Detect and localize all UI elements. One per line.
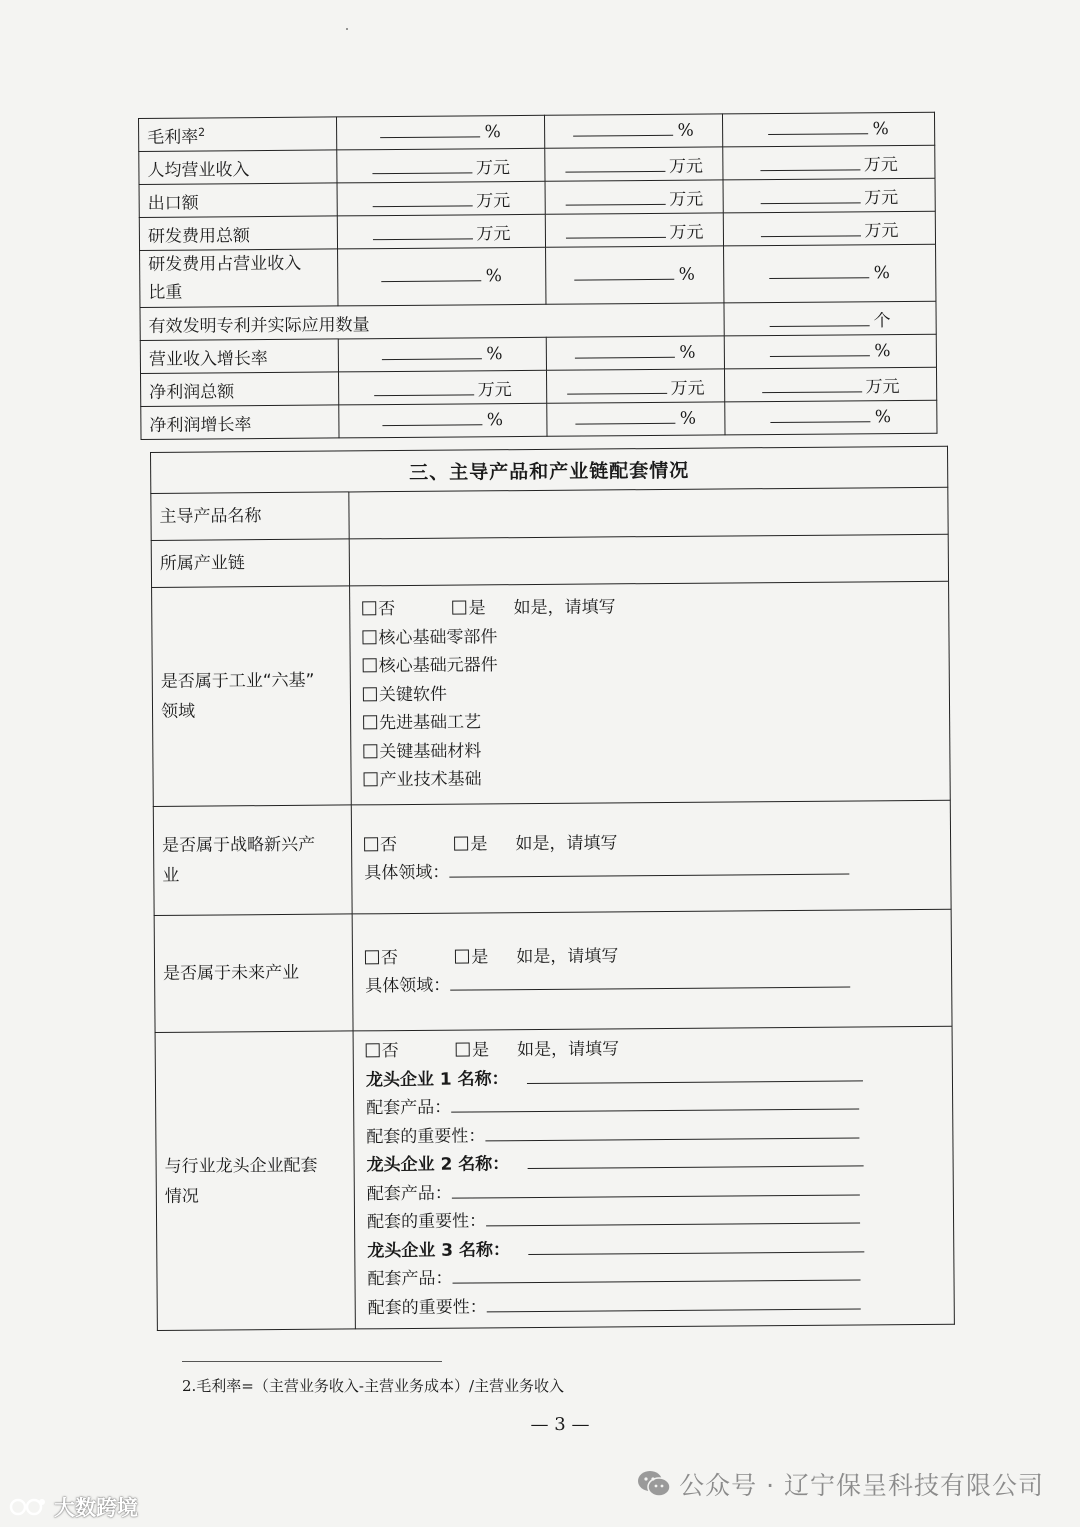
product-name-input[interactable] (349, 487, 948, 539)
section-title: 三、主导产品和产业链配套情况 (151, 446, 948, 493)
leader-enterprise-options: 否 是 如是，请填写 龙头企业 1 名称： 配套产品： 配套的重要性： 龙头企业 2 名称： 配套产品： 配套的重要性： 龙头企业 3 名称： 配套产品： 配套的重要性： (353, 1026, 954, 1329)
input-cell[interactable]: 万元 (545, 213, 723, 247)
input-cell[interactable]: % (338, 247, 546, 306)
field-input[interactable] (528, 1236, 864, 1255)
financial-indicators-table (138, 112, 937, 440)
product-name-label: 主导产品名称 (151, 492, 349, 541)
row-label-export: 出口额 (139, 183, 337, 218)
input-cell[interactable]: % (725, 400, 937, 435)
input-cell[interactable]: 万元 (545, 147, 723, 181)
checkbox[interactable] (456, 1043, 470, 1057)
checkbox[interactable] (453, 601, 467, 615)
row-label-patents: 有效发明专利并实际应用数量 (140, 303, 724, 341)
table-row (141, 400, 937, 439)
input-cell[interactable]: 万元 (724, 367, 936, 402)
input-cell[interactable]: % (339, 403, 547, 438)
field-input[interactable] (449, 859, 849, 878)
input-cell[interactable]: 个 (724, 301, 936, 336)
input-cell[interactable]: % (722, 112, 934, 147)
input-cell[interactable]: 万元 (337, 214, 545, 249)
checkbox[interactable] (363, 744, 377, 758)
checkbox[interactable] (365, 950, 379, 964)
industry-chain-label: 所属产业链 (151, 539, 349, 588)
table-row (153, 800, 951, 915)
input-cell[interactable]: 万元 (723, 211, 935, 246)
input-cell[interactable]: 万元 (545, 180, 723, 214)
field-input[interactable] (485, 1122, 859, 1141)
table-row (152, 581, 951, 806)
field-input[interactable] (527, 1065, 863, 1084)
checkbox[interactable] (363, 715, 377, 729)
input-cell[interactable]: 万元 (337, 181, 545, 216)
future-industry-options: 否 是 如是，请填写 具体领域： (352, 909, 952, 1031)
table-row (155, 1026, 954, 1330)
field-input[interactable] (452, 1264, 860, 1283)
field-input[interactable] (527, 1150, 863, 1169)
leader-enterprise-label: 与行业龙头企业配套 情况 (155, 1031, 355, 1331)
industry-chain-input[interactable] (349, 534, 948, 586)
checkbox[interactable] (364, 837, 378, 851)
input-cell[interactable]: % (724, 334, 936, 369)
wechat-icon (637, 1470, 671, 1498)
table-row (154, 909, 952, 1032)
input-cell[interactable]: % (338, 337, 546, 372)
input-cell[interactable]: % (546, 336, 724, 370)
future-industry-label: 是否属于未来产业 (154, 914, 353, 1033)
table-row (151, 534, 948, 587)
field-input[interactable] (486, 1207, 860, 1226)
row-label-net-profit-growth: 净利润增长率 (141, 405, 339, 440)
row-label-revenue-growth: 营业收入增长率 (140, 339, 338, 374)
checkbox[interactable] (363, 658, 377, 672)
row-label-per-capita-revenue: 人均营业收入 (139, 150, 337, 185)
input-cell[interactable]: % (546, 246, 724, 304)
field-input[interactable] (487, 1293, 861, 1312)
checkbox[interactable] (454, 836, 468, 850)
field-input[interactable] (450, 972, 850, 991)
checkbox[interactable] (455, 949, 469, 963)
strategic-industry-options: 否 是 如是，请填写 具体领域： (351, 800, 951, 914)
table-row (140, 244, 936, 307)
row-label-rd-ratio: 研发费用占营业收入 比重 (140, 249, 338, 308)
row-label-gross-margin: 毛利率$^2$ (139, 117, 337, 152)
table-row (151, 487, 948, 540)
input-cell[interactable]: % (547, 402, 725, 436)
footnote-divider (182, 1361, 442, 1362)
six-basics-label: 是否属于工业“六基” 领域 (152, 586, 352, 807)
input-cell[interactable]: 万元 (337, 148, 545, 183)
six-basics-options: 否 是 如是，请填写 核心基础零部件 核心基础元器件 关键软件 先进基础工艺 关键基础材料 产业技术基础 (350, 581, 951, 805)
watermark-account: 公众号 · 辽宁保呈科技有限公司 (637, 1466, 1044, 1502)
page-number: — 3 — (530, 1414, 590, 1435)
watermark-brand: 大数跨境 (8, 1492, 138, 1522)
input-cell[interactable]: 万元 (546, 369, 724, 403)
input-cell[interactable]: % (336, 115, 544, 150)
footnote: 2.毛利率=（主营业务收入-主营业务成本）/主营业务收入 (182, 1377, 565, 1395)
row-label-net-profit: 净利润总额 (141, 372, 339, 407)
input-cell[interactable]: % (544, 114, 722, 148)
input-cell[interactable]: 万元 (339, 370, 547, 405)
checkbox[interactable] (363, 687, 377, 701)
section-title-row (151, 446, 948, 493)
input-cell[interactable]: 万元 (723, 145, 935, 180)
product-chain-table (150, 446, 955, 1331)
input-cell[interactable]: % (724, 244, 936, 303)
checkbox[interactable] (364, 772, 378, 786)
field-input[interactable] (451, 1093, 859, 1112)
checkbox[interactable] (362, 630, 376, 644)
row-label-rd-total: 研发费用总额 (139, 216, 337, 251)
scan-speck (346, 28, 348, 30)
input-cell[interactable]: 万元 (723, 178, 935, 213)
checkbox[interactable] (362, 601, 376, 615)
field-input[interactable] (452, 1179, 860, 1198)
brand-logo-icon (8, 1496, 50, 1518)
strategic-industry-label: 是否属于战略新兴产 业 (153, 805, 352, 916)
checkbox[interactable] (366, 1043, 380, 1057)
